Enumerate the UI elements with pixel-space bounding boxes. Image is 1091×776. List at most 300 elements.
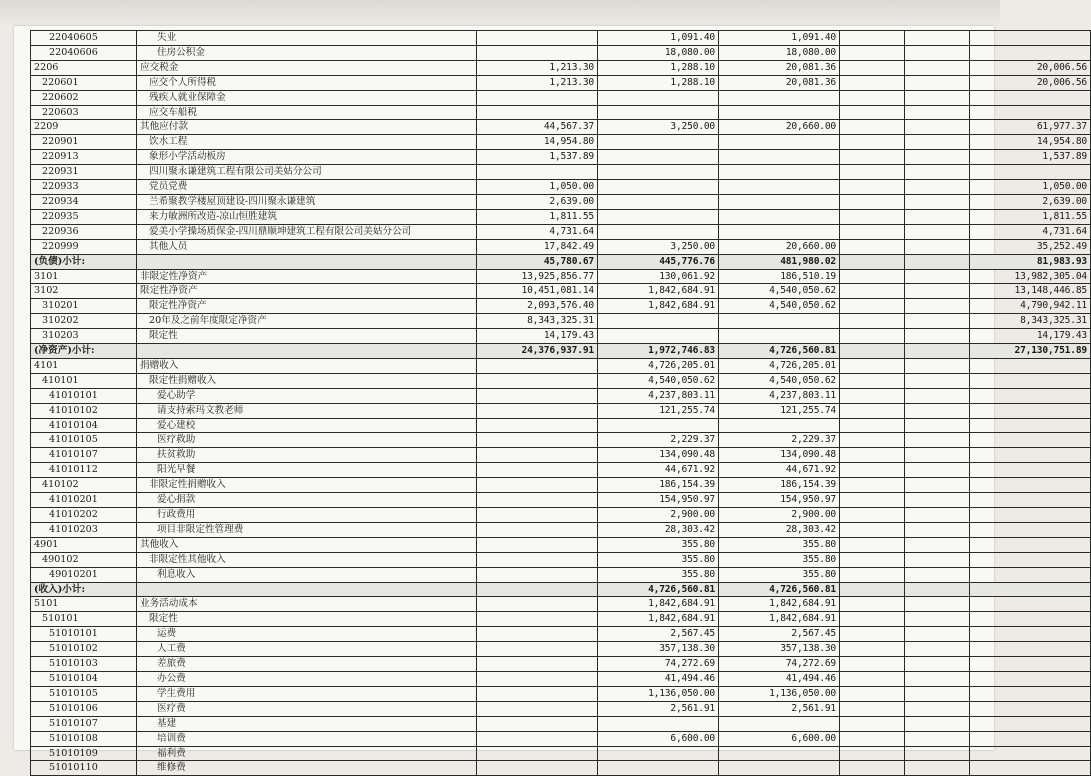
- closing-balance-cell: 20,006.56: [970, 75, 1091, 90]
- account-code-cell: 3102: [31, 284, 137, 299]
- account-code-cell: 51010101: [31, 627, 137, 642]
- opening-balance-cell: [477, 686, 598, 701]
- account-name-cell: 应交税金: [137, 60, 477, 75]
- debit-amount-cell: [598, 105, 719, 120]
- debit-amount-cell: [598, 135, 719, 150]
- blank-cell: [905, 224, 970, 239]
- table-row: [31, 537, 1091, 552]
- closing-balance-cell: [970, 701, 1091, 716]
- table-row: [31, 269, 1091, 284]
- account-code-cell: 220935: [31, 209, 137, 224]
- credit-amount-cell: 1,842,684.91: [719, 597, 840, 612]
- blank-cell: [840, 60, 905, 75]
- table-row: [31, 746, 1091, 761]
- account-name-cell: 限定性净资产: [137, 284, 477, 299]
- opening-balance-cell: [477, 418, 598, 433]
- table-row: [31, 314, 1091, 329]
- table-row: [31, 165, 1091, 180]
- closing-balance-cell: [970, 686, 1091, 701]
- table-row: [31, 135, 1091, 150]
- account-name-cell: 应交个人所得税: [137, 75, 477, 90]
- closing-balance-cell: [970, 567, 1091, 582]
- closing-balance-cell: 14,179.43: [970, 329, 1091, 344]
- account-name-cell: 阳光早餐: [137, 463, 477, 478]
- debit-amount-cell: 1,842,684.91: [598, 597, 719, 612]
- account-name-cell: 基建: [137, 716, 477, 731]
- closing-balance-cell: 4,731.64: [970, 224, 1091, 239]
- closing-balance-cell: [970, 463, 1091, 478]
- closing-balance-cell: [970, 657, 1091, 672]
- debit-amount-cell: 130,061.92: [598, 269, 719, 284]
- credit-amount-cell: [719, 314, 840, 329]
- opening-balance-cell: [477, 746, 598, 761]
- blank-cell: [840, 686, 905, 701]
- closing-balance-cell: [970, 373, 1091, 388]
- account-code-cell: 220934: [31, 194, 137, 209]
- table-row: [31, 463, 1091, 478]
- debit-amount-cell: 4,237,803.11: [598, 388, 719, 403]
- account-name-cell: 非限定性捐赠收入: [137, 478, 477, 493]
- table-row: [31, 45, 1091, 60]
- table-row: [31, 701, 1091, 716]
- debit-amount-cell: 154,950.97: [598, 493, 719, 508]
- opening-balance-cell: [477, 105, 598, 120]
- blank-cell: [840, 627, 905, 642]
- table-row: [31, 180, 1091, 195]
- credit-amount-cell: [719, 90, 840, 105]
- closing-balance-cell: [970, 642, 1091, 657]
- account-name-cell: 失业: [137, 31, 477, 46]
- closing-balance-cell: [970, 716, 1091, 731]
- closing-balance-cell: [970, 448, 1091, 463]
- table-row: [31, 194, 1091, 209]
- table-row: [31, 150, 1091, 165]
- opening-balance-cell: [477, 537, 598, 552]
- opening-balance-cell: [477, 448, 598, 463]
- closing-balance-cell: [970, 165, 1091, 180]
- table-row: [31, 209, 1091, 224]
- opening-balance-cell: [477, 657, 598, 672]
- blank-cell: [905, 90, 970, 105]
- closing-balance-cell: [970, 493, 1091, 508]
- table-row: [31, 657, 1091, 672]
- blank-cell: [840, 508, 905, 523]
- credit-amount-cell: 1,091.40: [719, 31, 840, 46]
- account-code-cell: 5101: [31, 597, 137, 612]
- credit-amount-cell: 121,255.74: [719, 403, 840, 418]
- closing-balance-cell: [970, 508, 1091, 523]
- blank-cell: [905, 373, 970, 388]
- table-row: [31, 671, 1091, 686]
- account-name-cell: [137, 344, 477, 359]
- blank-cell: [905, 418, 970, 433]
- account-name-cell: 项目非限定性管理费: [137, 522, 477, 537]
- blank-cell: [905, 537, 970, 552]
- account-name-cell: 限定性捐赠收入: [137, 373, 477, 388]
- opening-balance-cell: 45,780.67: [477, 254, 598, 269]
- blank-cell: [905, 567, 970, 582]
- blank-cell: [840, 701, 905, 716]
- account-code-cell: 22040606: [31, 45, 137, 60]
- credit-amount-cell: [719, 761, 840, 776]
- blank-cell: [840, 597, 905, 612]
- table-row: [31, 224, 1091, 239]
- opening-balance-cell: [477, 463, 598, 478]
- debit-amount-cell: 1,842,684.91: [598, 284, 719, 299]
- closing-balance-cell: [970, 388, 1091, 403]
- debit-amount-cell: [598, 329, 719, 344]
- blank-cell: [905, 701, 970, 716]
- blank-cell: [905, 105, 970, 120]
- account-code-cell: 410102: [31, 478, 137, 493]
- account-code-cell: 220936: [31, 224, 137, 239]
- table-row: [31, 31, 1091, 46]
- credit-amount-cell: [719, 150, 840, 165]
- debit-amount-cell: 2,229.37: [598, 433, 719, 448]
- closing-balance-cell: 81,983.93: [970, 254, 1091, 269]
- account-name-cell: 维修费: [137, 761, 477, 776]
- closing-balance-cell: [970, 403, 1091, 418]
- credit-amount-cell: 134,090.48: [719, 448, 840, 463]
- opening-balance-cell: [477, 403, 598, 418]
- account-code-cell: 41010102: [31, 403, 137, 418]
- account-name-cell: 福利费: [137, 746, 477, 761]
- account-code-cell: 3101: [31, 269, 137, 284]
- table-row: [31, 75, 1091, 90]
- account-code-cell: 51010108: [31, 731, 137, 746]
- credit-amount-cell: [719, 209, 840, 224]
- opening-balance-cell: [477, 552, 598, 567]
- credit-amount-cell: 2,561.91: [719, 701, 840, 716]
- table-row: [31, 329, 1091, 344]
- table-row: [31, 388, 1091, 403]
- credit-amount-cell: [719, 165, 840, 180]
- blank-cell: [840, 135, 905, 150]
- blank-cell: [905, 508, 970, 523]
- closing-balance-cell: [970, 671, 1091, 686]
- blank-cell: [840, 418, 905, 433]
- account-code-cell: 410101: [31, 373, 137, 388]
- debit-amount-cell: 28,303.42: [598, 522, 719, 537]
- blank-cell: [905, 746, 970, 761]
- closing-balance-cell: [970, 522, 1091, 537]
- credit-amount-cell: [719, 746, 840, 761]
- account-name-cell: 其他应付款: [137, 120, 477, 135]
- credit-amount-cell: [719, 105, 840, 120]
- opening-balance-cell: [477, 373, 598, 388]
- opening-balance-cell: 14,954.80: [477, 135, 598, 150]
- blank-cell: [840, 537, 905, 552]
- table-row: [31, 686, 1091, 701]
- opening-balance-cell: [477, 508, 598, 523]
- debit-amount-cell: 41,494.46: [598, 671, 719, 686]
- account-name-cell: 业务活动成本: [137, 597, 477, 612]
- table-row: [31, 120, 1091, 135]
- table-row: [31, 433, 1091, 448]
- table-row: [31, 105, 1091, 120]
- blank-cell: [905, 403, 970, 418]
- blank-cell: [905, 329, 970, 344]
- blank-cell: [905, 627, 970, 642]
- debit-amount-cell: 74,272.69: [598, 657, 719, 672]
- debit-amount-cell: [598, 224, 719, 239]
- blank-cell: [905, 388, 970, 403]
- debit-amount-cell: 355.80: [598, 552, 719, 567]
- debit-amount-cell: [598, 418, 719, 433]
- debit-amount-cell: 445,776.76: [598, 254, 719, 269]
- debit-amount-cell: 4,540,050.62: [598, 373, 719, 388]
- blank-cell: [905, 582, 970, 597]
- table-row: [31, 627, 1091, 642]
- table-row: [31, 373, 1091, 388]
- opening-balance-cell: 24,376,937.91: [477, 344, 598, 359]
- debit-amount-cell: 6,600.00: [598, 731, 719, 746]
- blank-cell: [905, 358, 970, 373]
- closing-balance-cell: 13,148,446.85: [970, 284, 1091, 299]
- table-row: [31, 284, 1091, 299]
- opening-balance-cell: [477, 716, 598, 731]
- opening-balance-cell: [477, 45, 598, 60]
- account-code-cell: (净资产)小计:: [31, 344, 137, 359]
- opening-balance-cell: [477, 388, 598, 403]
- credit-amount-cell: 154,950.97: [719, 493, 840, 508]
- blank-cell: [840, 105, 905, 120]
- opening-balance-cell: [477, 701, 598, 716]
- closing-balance-cell: [970, 746, 1091, 761]
- debit-amount-cell: [598, 314, 719, 329]
- closing-balance-cell: [970, 90, 1091, 105]
- credit-amount-cell: 481,980.02: [719, 254, 840, 269]
- account-name-cell: 爱心助学: [137, 388, 477, 403]
- blank-cell: [905, 45, 970, 60]
- debit-amount-cell: [598, 716, 719, 731]
- table-row: [31, 299, 1091, 314]
- opening-balance-cell: 13,925,856.77: [477, 269, 598, 284]
- closing-balance-cell: [970, 597, 1091, 612]
- blank-cell: [840, 522, 905, 537]
- blank-cell: [840, 657, 905, 672]
- credit-amount-cell: 18,080.00: [719, 45, 840, 60]
- opening-balance-cell: [477, 597, 598, 612]
- account-code-cell: 51010103: [31, 657, 137, 672]
- credit-amount-cell: 4,726,560.81: [719, 344, 840, 359]
- opening-balance-cell: [477, 582, 598, 597]
- credit-amount-cell: 4,726,560.81: [719, 582, 840, 597]
- blank-cell: [840, 75, 905, 90]
- blank-cell: [905, 463, 970, 478]
- credit-amount-cell: 355.80: [719, 567, 840, 582]
- credit-amount-cell: 4,237,803.11: [719, 388, 840, 403]
- blank-cell: [905, 731, 970, 746]
- subtotal-row: [31, 582, 1091, 597]
- account-code-cell: 41010112: [31, 463, 137, 478]
- account-code-cell: 220901: [31, 135, 137, 150]
- debit-amount-cell: 1,972,746.83: [598, 344, 719, 359]
- credit-amount-cell: 20,660.00: [719, 239, 840, 254]
- opening-balance-cell: 2,639.00: [477, 194, 598, 209]
- table-row: [31, 612, 1091, 627]
- opening-balance-cell: 2,093,576.40: [477, 299, 598, 314]
- account-name-cell: 培训费: [137, 731, 477, 746]
- blank-cell: [905, 120, 970, 135]
- account-code-cell: 22040605: [31, 31, 137, 46]
- opening-balance-cell: [477, 90, 598, 105]
- debit-amount-cell: 18,080.00: [598, 45, 719, 60]
- account-code-cell: 220602: [31, 90, 137, 105]
- blank-cell: [905, 448, 970, 463]
- blank-cell: [840, 209, 905, 224]
- account-name-cell: 办公费: [137, 671, 477, 686]
- account-name-cell: 其他人员: [137, 239, 477, 254]
- account-name-cell: 请支持索玛文教老师: [137, 403, 477, 418]
- blank-cell: [905, 269, 970, 284]
- closing-balance-cell: [970, 478, 1091, 493]
- blank-cell: [905, 209, 970, 224]
- account-name-cell: 20年及之前年度限定净资产: [137, 314, 477, 329]
- blank-cell: [905, 761, 970, 776]
- blank-cell: [905, 31, 970, 46]
- opening-balance-cell: 10,451,081.14: [477, 284, 598, 299]
- blank-cell: [905, 493, 970, 508]
- account-name-cell: 爱美小学操场质保金-四川鼎顺坤建筑工程有限公司美姑分公司: [137, 224, 477, 239]
- credit-amount-cell: 186,154.39: [719, 478, 840, 493]
- table-row: [31, 552, 1091, 567]
- closing-balance-cell: [970, 358, 1091, 373]
- account-code-cell: 51010110: [31, 761, 137, 776]
- blank-cell: [905, 150, 970, 165]
- opening-balance-cell: 1,213.30: [477, 75, 598, 90]
- blank-cell: [905, 239, 970, 254]
- credit-amount-cell: 4,726,205.01: [719, 358, 840, 373]
- account-name-cell: 象形小学活动板房: [137, 150, 477, 165]
- debit-amount-cell: [598, 209, 719, 224]
- credit-amount-cell: 1,842,684.91: [719, 612, 840, 627]
- account-name-cell: 学生费用: [137, 686, 477, 701]
- credit-amount-cell: 44,671.92: [719, 463, 840, 478]
- blank-cell: [840, 31, 905, 46]
- blank-cell: [905, 552, 970, 567]
- blank-cell: [905, 478, 970, 493]
- table-row: [31, 493, 1091, 508]
- blank-cell: [905, 75, 970, 90]
- credit-amount-cell: 20,081.36: [719, 75, 840, 90]
- blank-cell: [905, 165, 970, 180]
- blank-cell: [905, 686, 970, 701]
- account-code-cell: 41010202: [31, 508, 137, 523]
- debit-amount-cell: 357,138.30: [598, 642, 719, 657]
- account-name-cell: 残疾人就业保障金: [137, 90, 477, 105]
- blank-cell: [840, 299, 905, 314]
- opening-balance-cell: [477, 165, 598, 180]
- blank-cell: [905, 180, 970, 195]
- account-name-cell: 限定性: [137, 612, 477, 627]
- blank-cell: [840, 716, 905, 731]
- account-name-cell: 限定性: [137, 329, 477, 344]
- blank-cell: [840, 463, 905, 478]
- blank-cell: [905, 716, 970, 731]
- account-code-cell: 220933: [31, 180, 137, 195]
- blank-cell: [840, 180, 905, 195]
- debit-amount-cell: [598, 90, 719, 105]
- account-code-cell: 510101: [31, 612, 137, 627]
- table-row: [31, 448, 1091, 463]
- blank-cell: [840, 567, 905, 582]
- account-code-cell: 310202: [31, 314, 137, 329]
- table-row: [31, 731, 1091, 746]
- opening-balance-cell: [477, 671, 598, 686]
- account-code-cell: 41010107: [31, 448, 137, 463]
- debit-amount-cell: 1,091.40: [598, 31, 719, 46]
- credit-amount-cell: 1,136,050.00: [719, 686, 840, 701]
- blank-cell: [840, 329, 905, 344]
- debit-amount-cell: [598, 761, 719, 776]
- account-code-cell: 490102: [31, 552, 137, 567]
- credit-amount-cell: 4,540,050.62: [719, 299, 840, 314]
- blank-cell: [840, 314, 905, 329]
- blank-cell: [905, 344, 970, 359]
- credit-amount-cell: [719, 135, 840, 150]
- account-name-cell: [137, 254, 477, 269]
- account-name-cell: 爱心捐款: [137, 493, 477, 508]
- credit-amount-cell: 2,900.00: [719, 508, 840, 523]
- account-name-cell: 捐赠收入: [137, 358, 477, 373]
- opening-balance-cell: [477, 478, 598, 493]
- blank-cell: [905, 597, 970, 612]
- closing-balance-cell: [970, 433, 1091, 448]
- opening-balance-cell: 1,213.30: [477, 60, 598, 75]
- closing-balance-cell: [970, 31, 1091, 46]
- closing-balance-cell: 27,130,751.89: [970, 344, 1091, 359]
- table-row: [31, 60, 1091, 75]
- account-name-cell: 医疗救助: [137, 433, 477, 448]
- closing-balance-cell: [970, 537, 1091, 552]
- table-row: [31, 716, 1091, 731]
- account-code-cell: 220603: [31, 105, 137, 120]
- account-code-cell: 51010104: [31, 671, 137, 686]
- credit-amount-cell: 4,540,050.62: [719, 373, 840, 388]
- opening-balance-cell: 44,567.37: [477, 120, 598, 135]
- debit-amount-cell: 355.80: [598, 537, 719, 552]
- ledger-body: [31, 31, 1091, 776]
- credit-amount-cell: [719, 716, 840, 731]
- blank-cell: [905, 671, 970, 686]
- credit-amount-cell: 186,510.19: [719, 269, 840, 284]
- closing-balance-cell: [970, 582, 1091, 597]
- credit-amount-cell: 355.80: [719, 552, 840, 567]
- credit-amount-cell: 41,494.46: [719, 671, 840, 686]
- blank-cell: [905, 194, 970, 209]
- account-name-cell: 来力敏洲所改造-凉山恒胜建筑: [137, 209, 477, 224]
- closing-balance-cell: 8,343,325.31: [970, 314, 1091, 329]
- closing-balance-cell: 35,252.49: [970, 239, 1091, 254]
- blank-cell: [840, 150, 905, 165]
- debit-amount-cell: [598, 150, 719, 165]
- debit-amount-cell: 1,288.10: [598, 60, 719, 75]
- closing-balance-cell: 1,537.89: [970, 150, 1091, 165]
- blank-cell: [840, 194, 905, 209]
- account-code-cell: (收入)小计:: [31, 582, 137, 597]
- blank-cell: [905, 314, 970, 329]
- credit-amount-cell: [719, 418, 840, 433]
- closing-balance-cell: 20,006.56: [970, 60, 1091, 75]
- opening-balance-cell: [477, 761, 598, 776]
- credit-amount-cell: 355.80: [719, 537, 840, 552]
- subtotal-row: [31, 344, 1091, 359]
- account-code-cell: 51010109: [31, 746, 137, 761]
- table-row: [31, 403, 1091, 418]
- ledger-page: [14, 26, 1087, 774]
- debit-amount-cell: 1,136,050.00: [598, 686, 719, 701]
